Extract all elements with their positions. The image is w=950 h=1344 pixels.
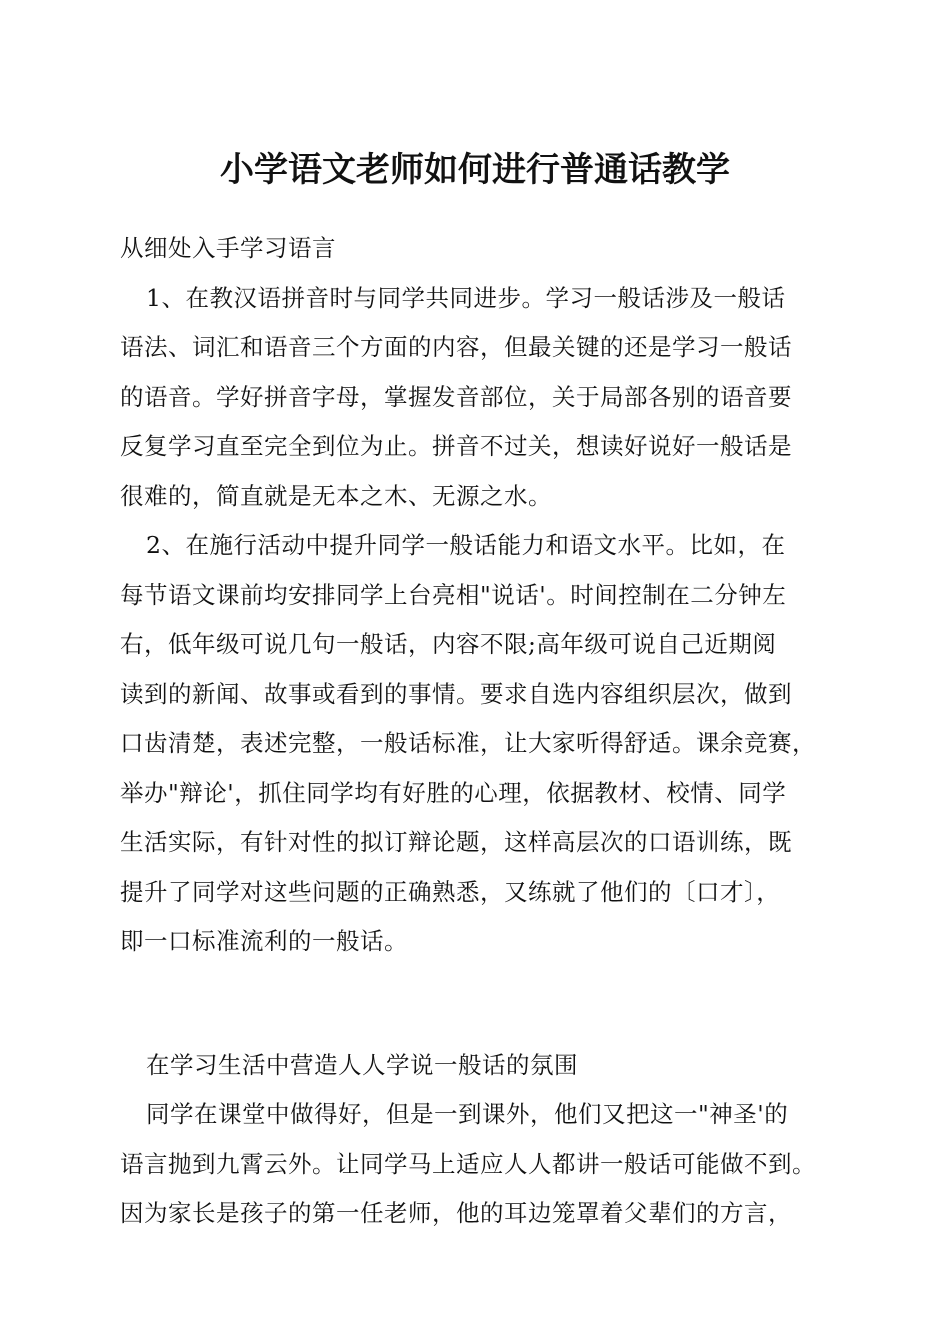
paragraph-line: 因为家长是孩子的第一任老师，他的耳边笼罩着父辈们的方言， <box>120 1199 792 1227</box>
paragraph-line: 很难的，简直就是无本之木、无源之水。 <box>120 481 552 510</box>
section-heading-1: 从细处入手学习语言 <box>120 234 336 262</box>
section-heading-2: 在学习生活中营造人人学说一般话的氛围 <box>146 1050 578 1079</box>
paragraph-line: 反复学习直至完全到位为止。拼音不过关，想读好说好一般话是 <box>120 432 792 460</box>
paragraph-1-first-line: 1、在教汉语拼音时与同学共同进步。学习一般话涉及一般话 <box>146 283 786 312</box>
paragraph-3-first-line: 同学在课堂中做得好，但是一到课外，他们又把这一"神圣'的 <box>146 1100 789 1128</box>
paragraph-line: 口齿清楚，表述完整，一般话标准，让大家听得舒适。课余竞赛， <box>120 729 816 757</box>
paragraph-line: 举办"辩论'，抓住同学均有好胜的心理，依据教材、校情、同学 <box>120 778 787 807</box>
document-title: 小学语文老师如何进行普通话教学 <box>220 150 730 190</box>
paragraph-line: 提升了同学对这些问题的正确熟悉，又练就了他们的〔口才〕， <box>120 877 781 906</box>
paragraph-line: 即一口标准流利的一般话。 <box>120 927 408 955</box>
paragraph-2-first-line: 2、在施行活动中提升同学一般话能力和语文水平。比如，在 <box>146 531 786 559</box>
paragraph-line: 的语音。学好拼音字母，掌握发音部位，关于局部各别的语音要 <box>120 382 792 411</box>
paragraph-line: 语法、词汇和语音三个方面的内容，但最关键的还是学习一般话 <box>120 333 792 361</box>
paragraph-line: 语言抛到九霄云外。让同学马上适应人人都讲一般话可能做不到。 <box>120 1149 816 1178</box>
paragraph-line: 读到的新闻、故事或看到的事情。要求自选内容组织层次，做到 <box>120 679 792 708</box>
paragraph-line: 每节语文课前均安排同学上台亮相"说话'。时间控制在二分钟左 <box>120 580 787 609</box>
paragraph-line: 生活实际，有针对性的拟订辩论题，这样高层次的口语训练，既 <box>120 828 792 856</box>
section-spacer <box>120 967 840 1041</box>
document-body <box>120 224 840 1239</box>
paragraph-line: 右，低年级可说几句一般话，内容不限;高年级可说自己近期阅 <box>120 630 777 658</box>
